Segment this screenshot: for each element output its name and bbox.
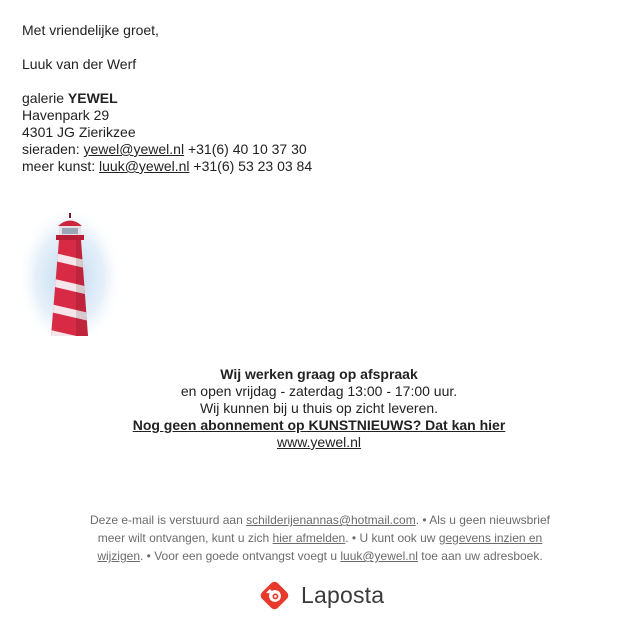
laposta-wordmark: Laposta [301,581,385,608]
sender-name: Luuk van der Werf [22,56,137,72]
footer-text-5: toe aan uw adresboek. [417,549,543,563]
gallery-name: YEWEL [67,90,118,106]
website-line [0,434,638,451]
footer-text-2: . • Als u geen nieuwsbrief meer wilt ontvangen, kunt u zich [97,513,550,545]
delivery-note: Wij kunnen bij u thuis op zicht leveren. [199,400,439,416]
jewelry-phone: +31(6) 40 10 37 30 [184,141,307,157]
sender-email-link[interactable]: luuk@yewel.nl [340,549,418,563]
recipient-email-link[interactable]: schilderijenannas@hotmail.com [246,513,416,527]
lighthouse-image [22,206,118,336]
art-phone: +31(6) 53 23 03 84 [189,158,313,174]
footer-text-3: . • U kunt ook uw [345,531,439,545]
laposta-logo[interactable] [256,575,384,615]
art-contact [22,158,312,175]
unsubscribe-link[interactable]: hier afmelden [272,531,346,545]
gallery-line [22,90,312,107]
art-email-link[interactable]: luuk@yewel.nl [99,158,190,174]
laposta-logo-icon [256,577,293,614]
art-label: meer kunst: [22,158,100,174]
jewelry-label: sieraden: [22,141,84,157]
jewelry-email-link[interactable]: yewel@yewel.nl [83,141,185,157]
greeting: Met vriendelijke groet, [22,22,159,38]
subscribe-link-text: Nog geen abonnement op KUNSTNIEUWS? Dat kan hier [132,417,506,433]
opening-hours: en open vrijdag - zaterdag 13:00 - 17:00 uur. [180,383,458,399]
edit-profile-link[interactable]: gegevens inzien en wijzigen [97,531,543,563]
email-signature [22,22,312,175]
notice-headline [0,366,638,383]
footer-text-4: . • Voor een goede ontvangst voegt u [140,549,341,563]
opening-notice [0,366,638,451]
street-address: Havenpark 29 [22,107,110,123]
notice-headline-text: Wij werken graag op afspraak [220,366,418,382]
gallery-prefix: galerie [22,90,68,106]
footer-text-1: Deze e-mail is verstuurd aan [90,513,247,527]
newsletter-footer [80,511,560,565]
jewelry-contact [22,141,312,158]
subscribe-link[interactable] [133,417,506,433]
website-link[interactable]: www.yewel.nl [276,434,362,450]
subscribe-line [0,417,638,434]
city-address: 4301 JG Zierikzee [22,124,136,140]
